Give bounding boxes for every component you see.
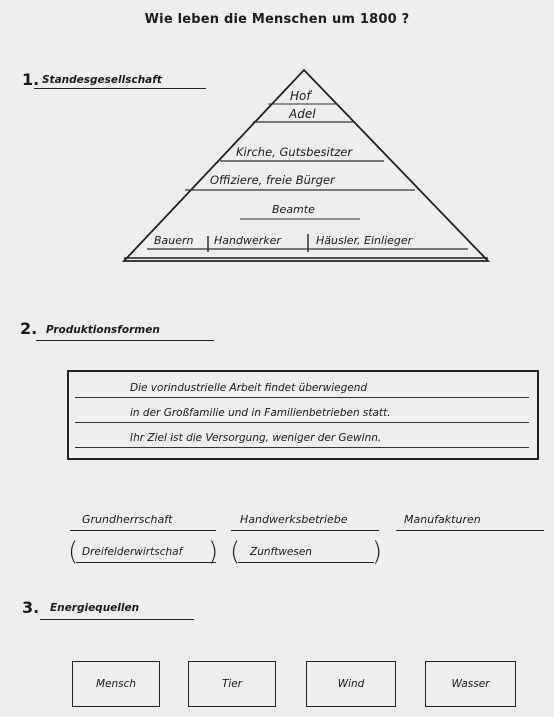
production-text-line-1: Die vorindustrielle Arbeit findet überwiegend: [130, 382, 368, 394]
section-3-label: Energiequellen: [50, 602, 140, 614]
energy-label-mensch: Mensch: [95, 678, 137, 690]
energy-label-tier: Tier: [221, 678, 243, 690]
pyramid-bottom-handwerker: Handwerker: [214, 234, 281, 247]
pyramid-level-offiziere: Offiziere, freie Bürger: [210, 173, 335, 187]
pyramid-bottom-haeusler: Häusler, Einlieger: [316, 234, 413, 247]
paren-open-1: (: [68, 537, 79, 567]
column-header-manufakturen: Manufakturen: [404, 513, 481, 526]
section-2-label: Produktionsformen: [46, 324, 160, 336]
energy-box-wind: [306, 661, 396, 707]
section-1-label: Standesgesellschaft: [42, 74, 162, 86]
pyramid-level-hof: Hof: [290, 89, 311, 103]
section-1-number: 1.: [22, 70, 40, 89]
section-2-number: 2.: [20, 319, 38, 338]
energy-box-mensch: [72, 661, 160, 707]
paren-close-1: ): [208, 537, 219, 567]
section-3-underline: [40, 619, 194, 620]
column-detail-dreifelderwirtschaft: Dreifelderwirtschaf: [82, 546, 183, 558]
section-2-underline: [36, 340, 214, 341]
column-detail-zunftwesen: Zunftwesen: [250, 546, 312, 558]
column-header-handwerksbetriebe: Handwerksbetriebe: [240, 513, 348, 526]
pyramid-level-adel: Adel: [289, 107, 316, 121]
pyramid-bottom-bauern: Bauern: [154, 234, 194, 247]
energy-box-wasser: [425, 661, 516, 707]
paren-close-2: ): [372, 537, 383, 567]
production-text-box: [67, 370, 539, 460]
energy-label-wind: Wind: [337, 678, 365, 690]
energy-label-wasser: Wasser: [451, 678, 490, 690]
paren-open-2: (: [230, 537, 241, 567]
column-header-grundherrschaft: Grundherrschaft: [82, 513, 173, 526]
pyramid-level-kirche: Kirche, Gutsbesitzer: [236, 145, 353, 159]
page-title: Wie leben die Menschen um 1800 ?: [144, 12, 410, 27]
energy-box-tier: [188, 661, 276, 707]
production-text-line-3: Ihr Ziel ist die Versorgung, weniger der Gewinn.: [130, 432, 382, 444]
production-text-line-2: in der Großfamilie und in Familienbetrieben statt.: [130, 407, 391, 419]
section-3-number: 3.: [22, 598, 40, 617]
pyramid-level-beamte: Beamte: [272, 203, 315, 216]
